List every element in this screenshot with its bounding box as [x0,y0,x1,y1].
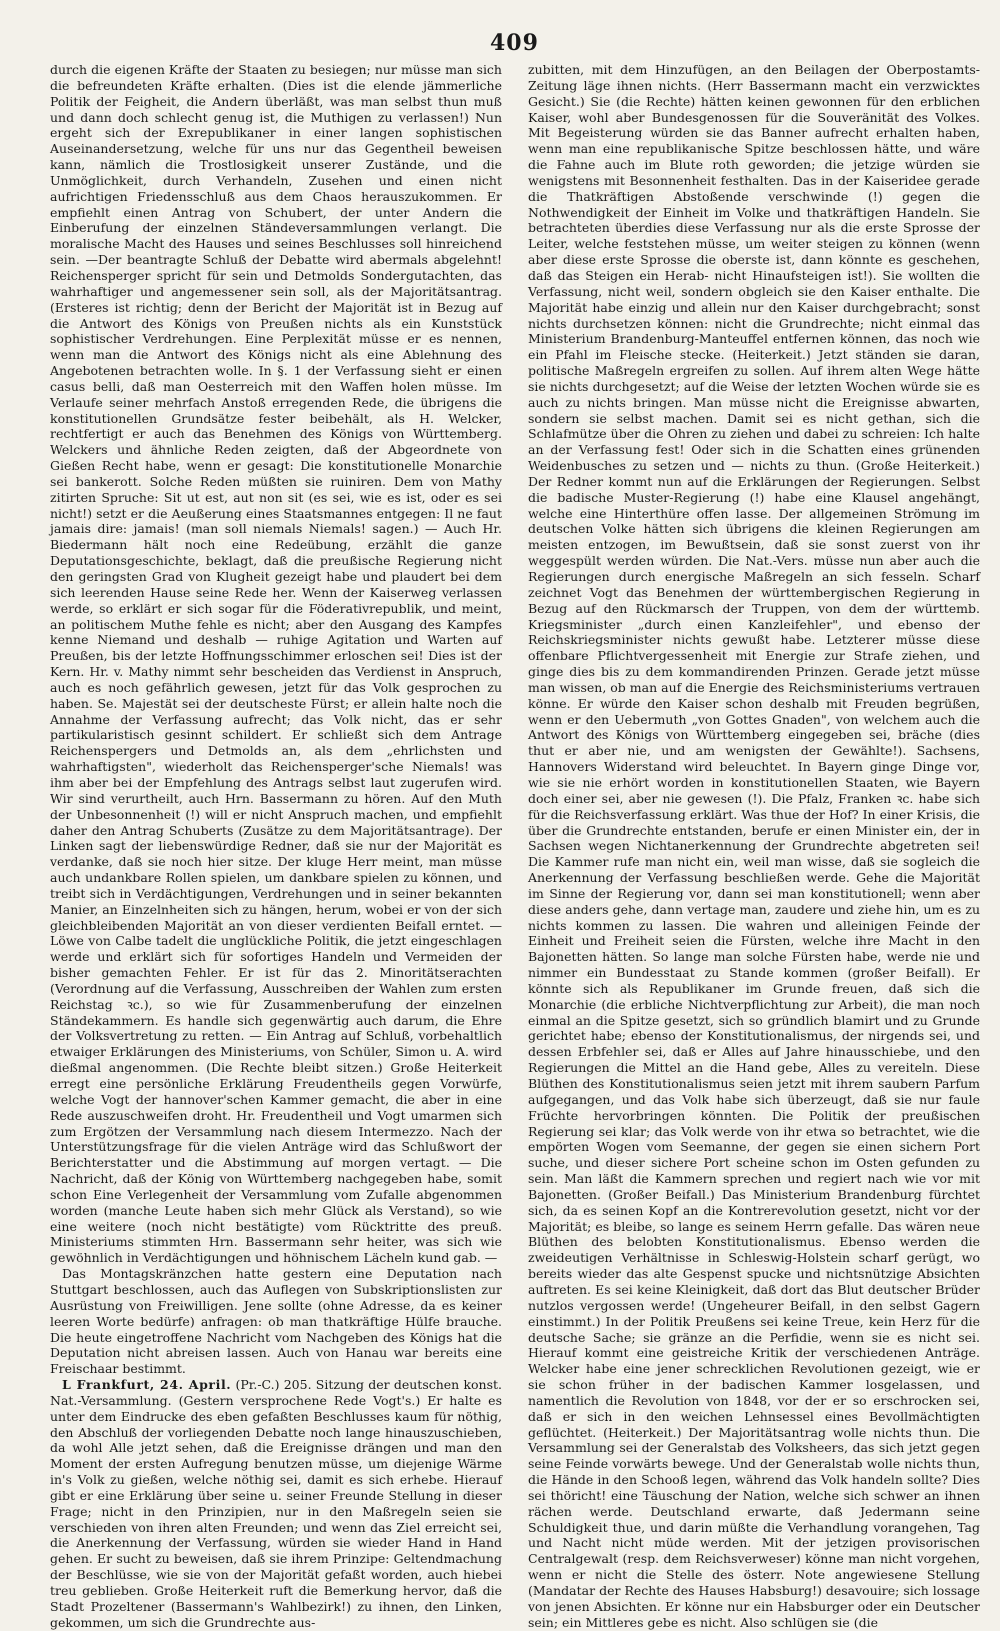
paragraph: Das Montagskränzchen hatte gestern eine Deputation nach Stuttgart beschlossen, auch das Auflegen von Subskriptionslisten zur Ausrüstung von Freiwilligen. Jene sollte (ohne Adresse, da es keiner leeren Worte bedürfe) anfragen: ob man thatkräftige Hülfe brauche. Die heute eingetroffene Nachricht vom Nachgeben des Königs hat die Deputation nicht abreisen lassen. Auch von Hanau war bereits eine Freischaar bestimmt. [50,1266,502,1377]
paragraph-body: (Pr.-C.) 205. Sitzung der deutschen konst. Nat.-Versammlung. (Gestern versprochene Rede Vogt's.) Er halte es unter dem Eindrucke des eben gefaßten Beschlusses kaum für nöthig, den Abschluß der vorliegenden Debatte noch lange hinauszuschieben, da wohl Alle jetzt sehen, daß die Ereignisse drängen und man den Moment der ersten Aufregung benutzen müsse, um diejenige Wärme in's Volk zu gießen, welche nöthig sei, damit es sich erhebe. Hierauf gibt er eine Erklärung über seine u. seiner Freunde Stellung in dieser Frage; nicht in den Prinzipien, nur in den Maßregeln seien sie verschieden von ihren alten Freunden; und wenn das Ziel erreicht sei, die Anerkennung der Verfassung, würden sie wieder Hand in Hand gehen. Er sucht zu beweisen, daß sie ihrem Prinzipe: Geltendmachung der Beschlüsse, wie sie von der Majorität gefaßt worden, auch hiebei treu geblieben. Große Heiterkeit ruft die Bemerkung hervor, daß die Stadt Prozeltener (Bassermann's Wahlbezirk!) zu ihnen, den Linken, gekommen, um sich die Grundrechte aus- [50,1377,503,1630]
text-columns [50,62,980,1630]
paragraph: zubitten, mit dem Hinzufügen, an den Beilagen der Oberpostamts-Zeitung läge ihnen nichts. (Herr Bassermann macht ein verzwicktes Gesicht.) Sie (die Rechte) hätten keinen gewonnen für den erblichen Kaiser, wohl aber Bundesgenossen für die Souveränität des Volkes. Mit Begeisterung würden sie das Banner aufrecht erhalten haben, wenn man eine republikanische Spitze beschlossen hätte, und wäre die Fahne auch im Blute roth geworden; die jetzige würden sie wenigstens mit Besonnenheit festhalten. Das in der Kaiseridee gerade die Thatkräftigen Abstoßende verschwinde (!) gegen die Nothwendigkeit der Einheit im Volke und thatkräftigen Handeln. Sie betrachteten überdies diese Verfassung nur als die erste Sprosse der Leiter, welche feststehen müsse, um weiter steigen zu können (wenn aber diese erste Sprosse die oberste ist, dann könnte es geschehen, daß das Steigen ein Herab- nicht Hinaufsteigen ist!). Sie wollten die Verfassung, nicht weil, sondern obgleich sie den Kaiser enthalte. Die Majorität habe einzig und allein nur den Kaiser durchgebracht; sonst nichts durchsetzen können: nicht die Grundrechte; nicht einmal das Ministerium Brandenburg-Manteuffel entfernen können, das noch wie ein Pfahl im Fleische stecke. (Heiterkeit.) Jetzt ständen sie daran, politische Maßregeln ergreifen zu sollen. Auf ihrem alten Wege hätte sie nichts durchgesetzt; auf die Weise der letzten Wochen würde sie es auch zu nichts bringen. Man müsse nicht die Ereignisse abwarten, sondern sie selbst machen. Damit sei es nicht gethan, sich die Schlafmütze über die Ohren zu ziehen und dabei zu schreien: Ich halte an der Verfassung fest! Oder sich in die Schatten eines grünenden Weidenbusches zu setzen und — nichts zu thun. (Große Heiterkeit.) Der Redner kommt nun auf die Erklärungen der Regierungen. Selbst die badische Muster-Regierung (!) habe eine Klausel angehängt, welche eine Hinterthüre offen lasse. Der allgemeinen Strömung im deutschen Volke hätten sich übrigens die kleinen Regierungen am meisten entzogen, im Bewußtsein, daß sie sonst zuerst von ihr weggespült werden würden. Die Nat.-Vers. müsse nun aber auch die Regierungen durch energische Maßregeln an sich fesseln. Scharf zeichnet Vogt das Benehmen der württembergischen Regierung in Bezug auf den Rückmarsch der Truppen, von dem der württemb. Kriegsminister „durch einen Kanzleifehler", und ebenso der Reichskriegsminister nichts gewußt habe. Letzterer müsse diese offenbare Pflichtvergessenheit mit Energie zur Strafe ziehen, und ginge dies bis zu dem kommandirenden Prinzen. Gerade jetzt müsse man wissen, ob man auf die Energie des Reichsministeriums vertrauen könne. Er würde den Kaiser schon deshalb mit Freuden begrüßen, wenn er den Uebermuth „von Gottes Gnaden", von welchem auch die Antwort des Königs von Württemberg eingegeben sei, bräche (dies thut er aber nie, und am wenigsten der Gewählte!). Sachsens, Hannovers Widerstand wird beleuchtet. In Bayern ginge Dinge vor, wie sie nie erhört worden in konstitutionellen Staaten, wie Bayern doch einer sei, aber nie gewesen (!). Die Pfalz, Franken ꝛc. habe sich für die Reichsverfassung erklärt. Was thue der Hof? In einer Krisis, die über die Grundrechte entstanden, berufe er einen Minister ein, der in Sachsen wegen Nichtanerkennung der Grundrechte abgetreten sei! Die Kammer rufe man nicht ein, weil man wisse, daß sie sogleich die Anerkennung der Verfassung beschließen werde. Gehe die Majorität im Sinne der Regierung vor, dann sei man konstitutionell; wenn aber diese anders gehe, dann vertage man, zaudere und ziehe hin, um es zu nichts kommen zu lassen. Die wahren und alleinigen Feinde der Einheit und Freiheit seien die Fürsten, welche ihre Macht in den Bajonetten hätten. So lange man solche Fürsten habe, werde nie und nimmer ein Bundesstaat zu Stande kommen (großer Beifall). Er könnte sich als Republikaner im Grunde freuen, daß sich die Monarchie (die erbliche Nichtverpflichtung zur Arbeit), die man noch einmal an die Spitze gesetzt, sich so gründlich blamirt und zu Grunde gerichtet habe; ebenso der Konstitutionalismus, der nirgends sei, und dessen Erbfehler sei, daß er Alles auf Jahre hinausschiebe, und den Regierungen die Mittel an die Hand gebe, Alles zu vereiteln. Diese Blüthen des Konstitutionalismus seien jetzt mit ihrem saubern Parfum aufgegangen, und das Volk habe sich überzeugt, daß sie nur faule Früchte hervorbringen könnten. Die Politik der preußischen Regierung sei klar; das Volk werde von ihr etwa so betrachtet, wie die empörten Wogen vom Seemanne, der gegen sie einen sichern Port suche, und dieser sichere Port scheine schon im Osten gefunden zu sein. Man läßt die Kammern sprechen und regiert nach wie vor mit Bajonetten. (Großer Beifall.) Das Ministerium Brandenburg fürchtet sich, da es seinen Kopf an die Kontrerevolution gesetzt, nicht vor der Majorität; es bleibe, so lange es seinem Herrn gefalle. Das wären neue Blüthen des belobten Konstitutionalismus. Ebenso werden die zweideutigen Verhältnisse in Schleswig-Holstein scharf gerügt, wo bereits wieder das alte Gespenst spucke und nichtsnützige Absichten auftreten. Es sei keine Kleinigkeit, daß dort das Blut deutscher Brüder nutzlos vergossen werde! (Ungeheurer Beifall, in den selbst Gagern einstimmt.) In der Politik Preußens sei keine Treue, kein Herz für die deutsche Sache; sie gränze an die Perfidie, wenn sie es nicht sei. Hierauf kommt eine geistreiche Kritik der verschiedenen Anträge. Welcker habe eine jener schrecklichen Revolutionen gezeigt, wie er sie schon früher in der badischen Kammer losgelassen, und namentlich die Revolution von 1848, vor der er so erschrocken sei, daß er sich in den weichen Lehnsessel eines Bevollmächtigten geflüchtet. (Heiterkeit.) Der Majoritätsantrag wolle nichts thun. Die Versammlung sei der Generalstab des Volksheers, das sich jetzt gegen seine Feinde vorwärts bewege. Und der Generalstab wolle nichts thun, die Hände in den Schooß legen, während das Volk handeln sollte? Dies sei thöricht! eine Täuschung der Nation, welche sich schwer an ihnen rächen werde. Deutschland erwarte, daß Jedermann seine Schuldigkeit thue, und darin müßte die Verhandlung vorangehen, Tag und Nacht nicht müde werden. Mit der jetzigen provisorischen Centralgewalt (resp. dem Reichsverweser) könne man nicht vorgehen, wenn er nicht die Stelle des österr. Note angewiesene Stellung (Mandatar der Rechte des Hauses Habsburg!) desavouire; sich lossage von jenen Absichten. Er könne nur ein Habsburger oder ein Deutscher sein; ein Mittleres gebe es nicht. Also schlügen sie (die [528,62,980,1630]
paragraph: durch die eigenen Kräfte der Staaten zu besiegen; nur müsse man sich die befreundeten Kräfte erhalten. (Dies ist die elende jämmerliche Politik der Feigheit, die Andern überläßt, was man selbst thun muß und dann doch schlecht genug ist, die Muthigen zu verlassen!) Nun ergeht sich der Exrepublikaner in einer langen sophistischen Auseinandersetzung, welche für uns nur das Gegentheil beweisen kann, nämlich die Trostlosigkeit unserer Zustände, und die Unmöglichkeit, durch Verhandeln, Zusehen und einen nicht aufrichtigen Friedensschluß aus dem Chaos herauszukommen. Er empfiehlt einen Antrag von Schubert, der unter Andern die Einberufung der einzelnen Ständeversammlungen verlangt. Die moralische Macht des Hauses und seines Beschlusses soll hinreichend sein. —Der beantragte Schluß der Debatte wird abermals abgelehnt! Reichensperger spricht für sein und Detmolds Sondergutachten, das wahrhaftiger und angemessener sein soll, als der Majoritätsantrag. (Ersteres ist richtig; denn der Bericht der Majorität ist in Bezug auf die Antwort des Königs von Preußen nichts als ein Kunststück sophistischer Verdrehungen. Eine Perplexität müsse er es nennen, wenn man die Antwort des Königs nicht als eine Ablehnung des Angebotenen betrachten wolle. In §. 1 der Verfassung sieht er einen casus belli, daß man Oesterreich mit den Waffen holen müsse. Im Verlaufe seiner mehrfach Anstoß erregenden Rede, die übrigens die konstitutionellen Grundsätze fester beibehält, als H. Welcker, rechtfertigt er auch das Benehmen des Königs von Württemberg. Welckers und ähnliche Reden zeigten, daß der Abgeordnete von Gießen Recht habe, wenn er gesagt: Die konstitutionelle Monarchie sei bankerott. Solche Reden müßten sie ruiniren. Dem von Mathy zitirten Spruche: Sit ut est, aut non sit (es sei, wie es ist, oder es sei nicht!) setzt er die Aeußerung eines Staatsmannes entgegen: Il ne faut jamais dire: jamais! (man soll niemals Niemals! sagen.) — Auch Hr. Biedermann hält noch eine Redeübung, erzählt die ganze Deputationsgeschichte, beklagt, daß die preußische Regierung nicht den geringsten Grad von Klugheit gezeigt habe und plaudert bei dem sich leerenden Hause seine Rede her. Wenn der Kaiserweg verlassen werde, so erklärt er sich sogar für die Föderativrepublik, und meint, an politischem Muthe fehle es nicht; aber den Ausgang des Kampfes kenne Niemand und deshalb — ruhige Agitation und Warten auf Preußen, bis der letzte Hoffnungsschimmer erloschen sei! Dies ist der Kern. Hr. v. Mathy nimmt sehr bescheiden das Verdienst in Anspruch, auch es noch gefährlich gewesen, jetzt für das Volk gesprochen zu haben. Se. Majestät sei der deutscheste Fürst; er allein halte noch die Annahme der Verfassung aufrecht; das Volk nicht, das er sehr partikularistisch gesinnt schildert. Er schließt sich dem Antrage Reichenspergers und Detmolds an, als dem „ehrlichsten und wahrhaftigsten", wiederholt das Reichensperger'sche Niemals! was ihm aber bei der Empfehlung des Antrags selbst laut zugerufen wird. Wir sind verurtheilt, auch Hrn. Bassermann zu hören. Auf den Muth der Unbesonnenheit (!) will er nicht Anspruch machen, und empfiehlt daher den Antrag Schuberts (Zusätze zu dem Majoritätsantrage). Der Linken sagt der liebenswürdige Redner, daß sie nur der Majorität es verdanke, daß sie noch hier sitze. Der kluge Herr meint, man müsse auch undankbare Rollen spielen, um dankbare spielen zu können, und treibt sich in Verdächtigungen, Verdrehungen und in seiner bekannten Manier, an Einzelnheiten sich zu hängen, herum, wobei er von der sich gleichbleibenden Majorität an von dieser verdienten Beifall erntet. — Löwe von Calbe tadelt die unglückliche Politik, die jetzt eingeschlagen werde und erklärt sich für sofortiges Handeln und Vermeiden der bisher gemachten Fehler. Er ist für das 2. Minoritätserachten (Verordnung auf die Verfassung, Ausschreiben der Wahlen zum ersten Reichstag ꝛc.), so wie für Zusammenberufung der einzelnen Ständekammern. Es handle sich gegenwärtig auch darum, die Ehre der Volksvertretung zu retten. — Ein Antrag auf Schluß, vorbehaltlich etwaiger Erklärungen des Ministeriums, von Schüler, Simon u. A. wird dießmal angenommen. (Die Rechte bleibt sitzen.) Große Heiterkeit erregt eine persönliche Erklärung Freudentheils gegen Vorwürfe, welche Vogt der hannover'schen Kammer gemacht, die aber in eine Rede auszuschweifen droht. Hr. Freudentheil und Vogt umarmen sich zum Ergötzen der Versammlung nach diesem Intermezzo. Nach der Unterstützungsfrage für die vielen Anträge wird das Schlußwort der Berichterstatter und die Abstimmung auf morgen vertagt. — Die Nachricht, daß der König von Württemberg nachgegeben habe, somit schon Eine Verlegenheit der Versammlung vom Zufalle abgenommen worden (manche Leute haben sich mehr Glück als Verstand), so wie eine weitere (noch nicht bestätigte) vom Rücktritte des preuß. Ministeriums stimmten Hrn. Bassermann sehr heiter, was sich wie gewöhnlich in Verdächtigungen und höhnischem Lächeln kund gab. — [50,62,502,1266]
left-column [50,62,503,1630]
dateline: L Frankfurt, 24. April. [62,1377,232,1393]
paragraph [50,1377,502,1631]
right-column [528,62,980,1630]
page-number: 409 [490,30,539,56]
